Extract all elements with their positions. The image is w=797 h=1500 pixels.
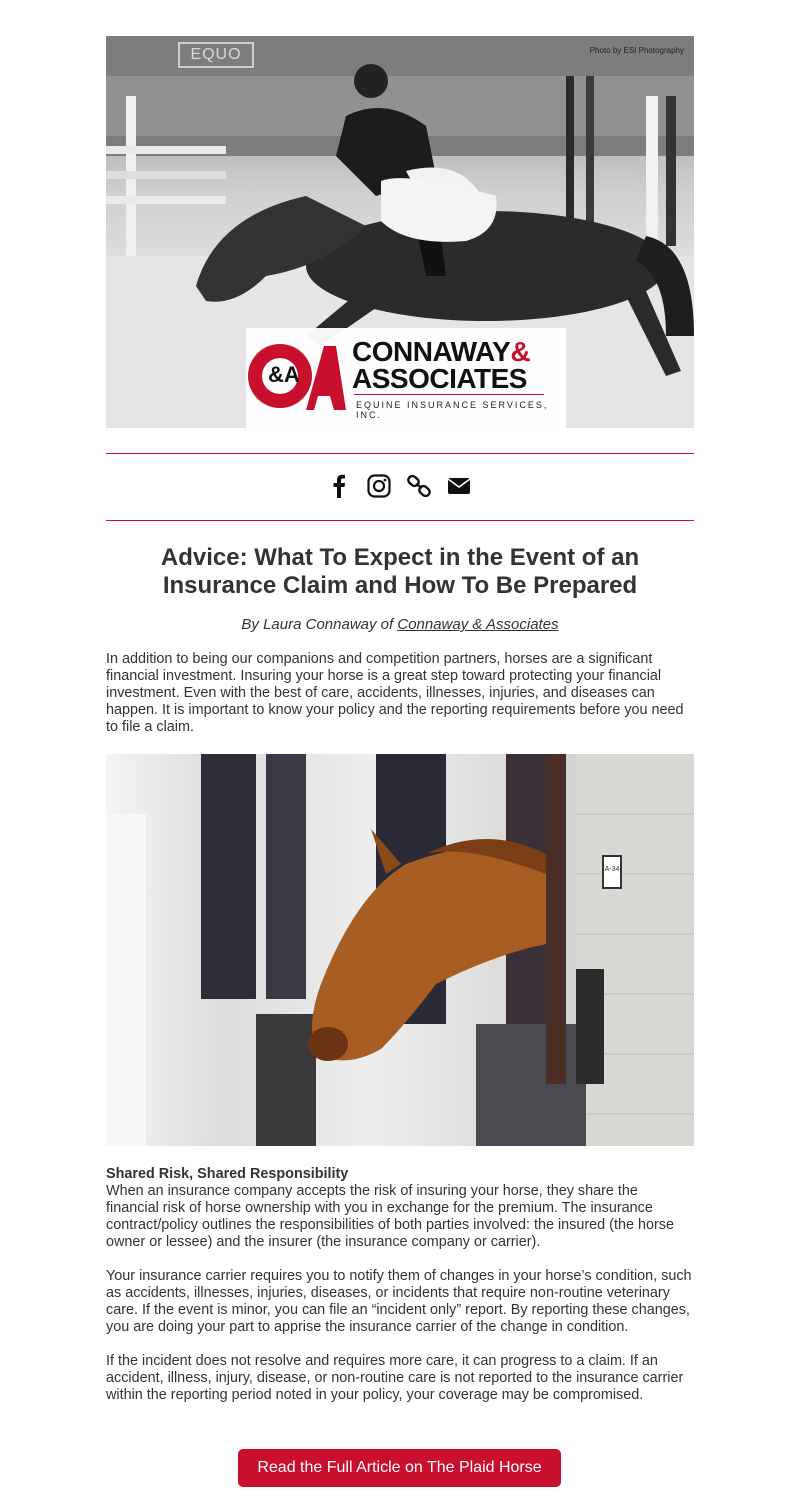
divider-top: [106, 453, 694, 454]
intro-block: [106, 651, 694, 736]
stall-photo: [106, 754, 694, 1146]
hero-image: [106, 36, 694, 428]
email-icon[interactable]: [447, 474, 471, 498]
byline-prefix: By Laura Connaway of: [241, 616, 398, 633]
paragraph-1: When an insurance company accepts the risk of insuring your horse, they share the financial risk of horse ownership with you in exchange for the premium. The insurance contract/policy outlines the responsibilities of both parties involved: the insured (the horse owner or lessee) and the insurer (the insurance company or carrier).: [106, 1183, 674, 1250]
logo-name-line2: ASSOCIATES: [352, 363, 527, 394]
article-title: Advice: What To Expect in the Event of an Insurance Claim and How To Be Prepared: [160, 544, 640, 599]
monogram-text: &A: [268, 362, 300, 387]
stall-sign: A-34: [604, 866, 620, 873]
paragraph-3: If the incident does not resolve and requires more care, it can progress to a claim. If an accident, illness, injury, disease, or non-routine care is not reported to the insurance carrier within the reporting period noted in your policy, your coverage may be compromised.: [106, 1353, 684, 1403]
instagram-icon[interactable]: [367, 474, 391, 498]
read-full-article-button[interactable]: Read the Full Article on The Plaid Horse: [238, 1449, 561, 1487]
logo-divider: [354, 394, 544, 395]
facebook-icon[interactable]: [327, 474, 351, 498]
intro-paragraph: In addition to being our companions and competition partners, horses are a significant financial investment. Insuring your horse is a great step toward protecting your financial investment. Even with the best of care, accidents, illnesses, injuries, and diseases can happen. It is important to know your policy and the reporting requirements before you need to file a claim.: [106, 651, 684, 735]
logo-wordmark: [352, 338, 530, 392]
logo-name-line1: CONNAWAY: [352, 336, 511, 367]
horse-in-stall-photo: [106, 754, 694, 1146]
logo-name-amp: &: [510, 336, 531, 367]
venue-sign: EQUO: [178, 42, 254, 68]
section-heading: Shared Risk, Shared Responsibility: [106, 1166, 349, 1182]
social-icons: [0, 474, 797, 498]
paragraph-2: Your insurance carrier requires you to notify them of changes in your horse’s condition, such as accidents, illnesses, injuries, diseases, or incidents that require non-routine veterinary care. If the event is minor, you can file an “incident only” report. By reporting these changes, you are doing your part to apprise the insurance carrier of the change in condition.: [106, 1268, 692, 1335]
photo-credit: Photo by ESI Photography: [589, 46, 684, 55]
byline: [106, 616, 694, 633]
section-shared-risk: [106, 1166, 694, 1404]
link-icon[interactable]: [407, 474, 431, 498]
logo-tagline: EQUINE INSURANCE SERVICES, INC.: [356, 400, 549, 420]
divider-bottom: [106, 520, 694, 521]
company-logo: [246, 328, 566, 428]
byline-company-link[interactable]: Connaway & Associates: [397, 616, 559, 633]
